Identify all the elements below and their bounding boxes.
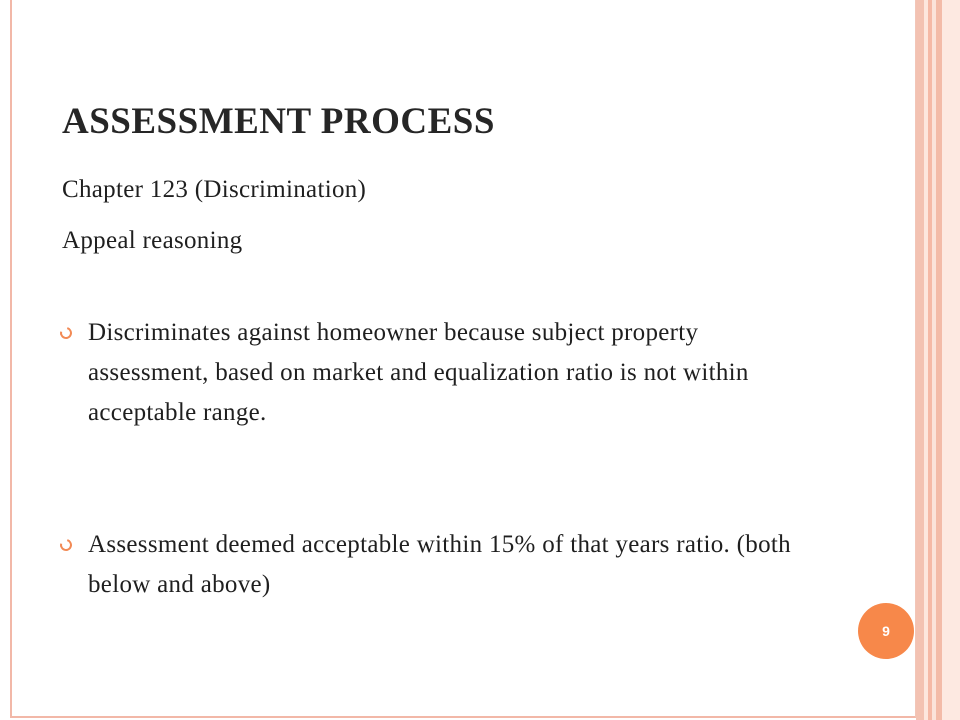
slide-title: ASSESSMENT PROCESS xyxy=(62,101,495,142)
bullet-text: Assessment deemed acceptable within 15% of that years ratio. (both below and above) xyxy=(88,531,791,598)
bullet-text: Discriminates against homeowner because subject property assessment, based on market and equalization ratio is not within acceptable range. xyxy=(88,319,749,426)
page-number-badge: 9 xyxy=(858,603,914,659)
subtitle-appeal-reasoning: Appeal reasoning xyxy=(62,227,243,254)
subtitle-chapter: Chapter 123 (Discrimination) xyxy=(62,176,367,203)
decorative-stripes xyxy=(916,0,960,720)
